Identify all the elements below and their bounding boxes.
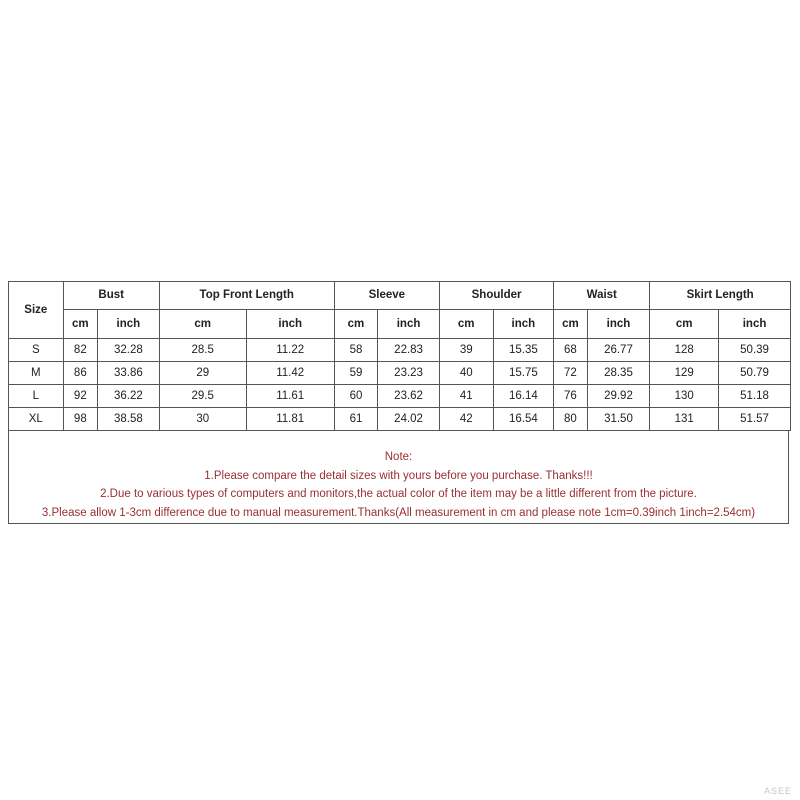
table-cell: 15.35 xyxy=(493,339,554,362)
table-cell: 80 xyxy=(554,408,587,431)
table-cell: 82 xyxy=(63,339,97,362)
table-cell: 51.18 xyxy=(719,385,791,408)
table-cell: 129 xyxy=(650,362,719,385)
unit-header-inch: inch xyxy=(378,310,440,339)
table-cell: 40 xyxy=(439,362,493,385)
size-chart xyxy=(8,281,791,524)
table-cell: 16.14 xyxy=(493,385,554,408)
table-cell: 60 xyxy=(334,385,377,408)
table-cell: 29 xyxy=(159,362,246,385)
table-cell: 86 xyxy=(63,362,97,385)
table-cell: 61 xyxy=(334,408,377,431)
table-cell: 29.5 xyxy=(159,385,246,408)
table-cell: 76 xyxy=(554,385,587,408)
size-cell: S xyxy=(9,339,64,362)
note-line-1: 1.Please compare the detail sizes with yours before you purchase. Thanks!!! xyxy=(204,469,593,482)
note-title: Note: xyxy=(384,451,413,463)
table-cell: 50.39 xyxy=(719,339,791,362)
unit-header-cm: cm xyxy=(439,310,493,339)
table-cell: 131 xyxy=(650,408,719,431)
table-cell: 22.83 xyxy=(378,339,440,362)
size-cell: L xyxy=(9,385,64,408)
table-cell: 58 xyxy=(334,339,377,362)
table-cell: 50.79 xyxy=(719,362,791,385)
table-cell: 39 xyxy=(439,339,493,362)
table-cell: 11.42 xyxy=(246,362,334,385)
table-cell: 72 xyxy=(554,362,587,385)
table-cell: 59 xyxy=(334,362,377,385)
watermark: ASEE xyxy=(763,786,792,796)
table-cell: 11.61 xyxy=(246,385,334,408)
table-cell: 68 xyxy=(554,339,587,362)
table-cell: 28.35 xyxy=(587,362,650,385)
shoulder-header: Shoulder xyxy=(439,282,553,310)
table-cell: 29.92 xyxy=(587,385,650,408)
unit-header-cm: cm xyxy=(334,310,377,339)
table-cell: 11.22 xyxy=(246,339,334,362)
unit-header-inch: inch xyxy=(98,310,160,339)
table-cell: 92 xyxy=(63,385,97,408)
table-cell: 98 xyxy=(63,408,97,431)
note-line-3: 3.Please allow 1-3cm difference due to manual measurement.Thanks(All measurement in cm and please note 1cm=0.39inch 1inch=2.54cm) xyxy=(41,506,756,519)
table-cell: 41 xyxy=(439,385,493,408)
bust-header: Bust xyxy=(63,282,159,310)
table-cell: 23.23 xyxy=(378,362,440,385)
table-row xyxy=(9,362,791,385)
table-cell: 36.22 xyxy=(98,385,160,408)
skirt-length-header: Skirt Length xyxy=(650,282,791,310)
unit-header-cm: cm xyxy=(650,310,719,339)
table-cell: 130 xyxy=(650,385,719,408)
unit-header-inch: inch xyxy=(719,310,791,339)
group-header-row xyxy=(9,282,791,310)
table-cell: 128 xyxy=(650,339,719,362)
note-line-2: 2.Due to various types of computers and monitors,the actual color of the item may be a little different from the picture. xyxy=(100,488,697,500)
waist-header: Waist xyxy=(554,282,650,310)
sleeve-header: Sleeve xyxy=(334,282,439,310)
table-cell: 38.58 xyxy=(98,408,160,431)
table-cell: 28.5 xyxy=(159,339,246,362)
table-row xyxy=(9,385,791,408)
table-cell: 16.54 xyxy=(493,408,554,431)
table-cell: 51.57 xyxy=(719,408,791,431)
table-cell: 23.62 xyxy=(378,385,440,408)
table-cell: 15.75 xyxy=(493,362,554,385)
table-cell: 42 xyxy=(439,408,493,431)
unit-header-inch: inch xyxy=(587,310,650,339)
table-cell: 31.50 xyxy=(587,408,650,431)
unit-header-row xyxy=(9,310,791,339)
size-table xyxy=(8,281,791,431)
top-front-length-header: Top Front Length xyxy=(159,282,334,310)
size-column-header: Size xyxy=(9,282,64,339)
notes-box xyxy=(8,431,789,524)
unit-header-cm: cm xyxy=(63,310,97,339)
table-cell: 30 xyxy=(159,408,246,431)
size-cell: XL xyxy=(9,408,64,431)
table-cell: 24.02 xyxy=(378,408,440,431)
unit-header-cm: cm xyxy=(159,310,246,339)
unit-header-cm: cm xyxy=(554,310,587,339)
table-cell: 33.86 xyxy=(98,362,160,385)
size-cell: M xyxy=(9,362,64,385)
table-cell: 32.28 xyxy=(98,339,160,362)
table-row xyxy=(9,339,791,362)
table-cell: 11.81 xyxy=(246,408,334,431)
unit-header-inch: inch xyxy=(246,310,334,339)
table-row xyxy=(9,408,791,431)
table-cell: 26.77 xyxy=(587,339,650,362)
unit-header-inch: inch xyxy=(493,310,554,339)
